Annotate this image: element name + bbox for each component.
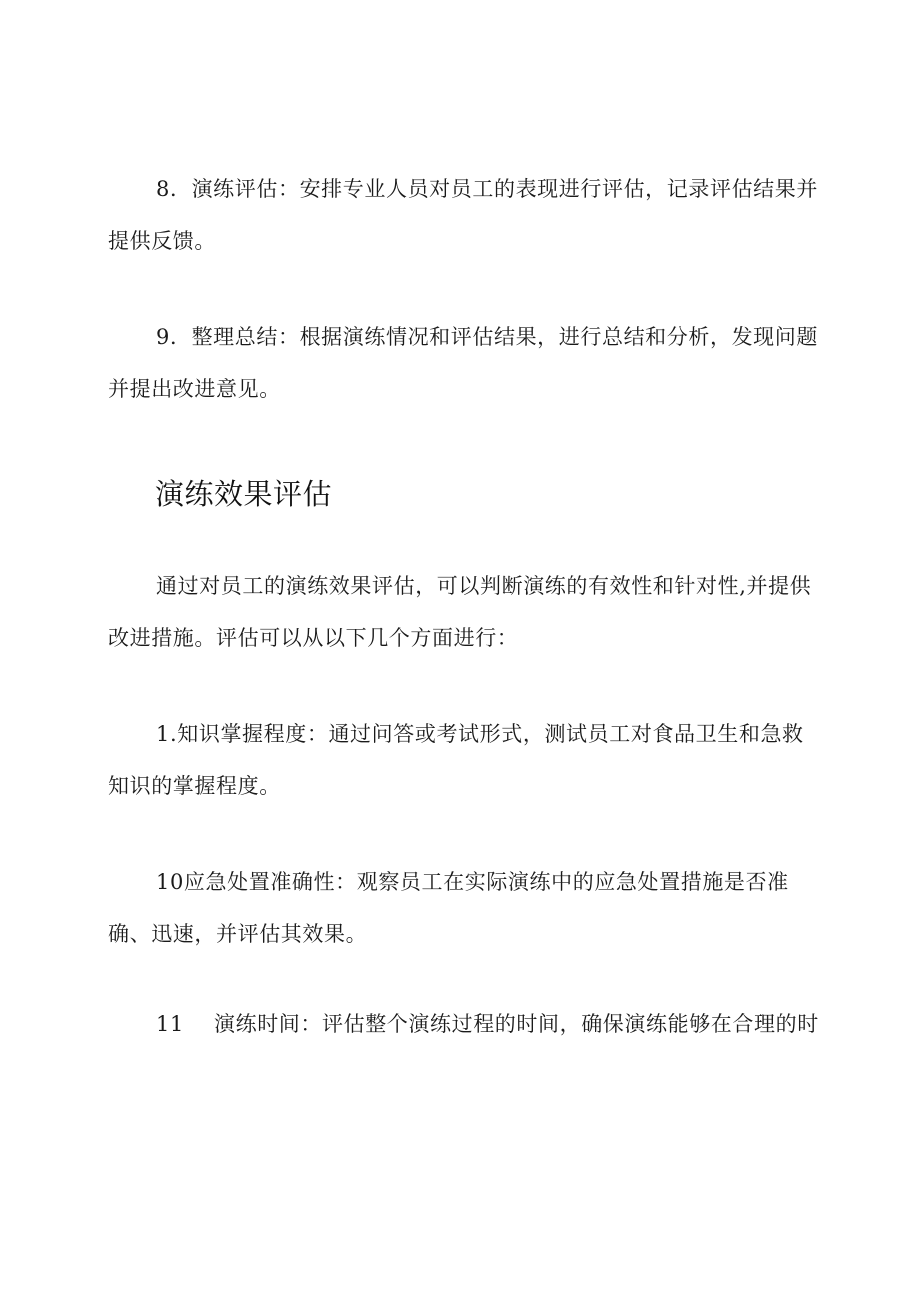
item-text: ．整理总结：根据演练情况和评估结果，进行总结和分析，发现问题并提出改进意见。: [108, 325, 818, 401]
item-text: 演练时间：评估整个演练过程的时间，确保演练能够在合理的时: [214, 1012, 819, 1036]
eval-item-11: [108, 998, 824, 1050]
item-number: 1.: [156, 722, 178, 746]
eval-item-1: [108, 708, 824, 812]
item-number: 11: [156, 1012, 184, 1036]
item-text: ．演练评估：安排专业人员对员工的表现进行评估，记录评估结果并提供反馈。: [108, 177, 818, 253]
item-number: 10: [156, 870, 184, 894]
intro-text: 通过对员工的演练效果评估，可以判断演练的有效性和针对性,并提供改进措施。评估可以从以下几个方面进行：: [108, 574, 812, 650]
eval-item-10: [108, 856, 824, 960]
item-text: 知识掌握程度：通过问答或考试形式，测试员工对食品卫生和急救知识的掌握程度。: [108, 722, 804, 798]
list-item-8: [108, 163, 824, 267]
item-text: 应急处置准确性：观察员工在实际演练中的应急处置措施是否准确、迅速，并评估其效果。: [108, 870, 789, 946]
list-item-9: [108, 311, 824, 415]
item-number: 9: [156, 325, 170, 349]
section-heading: 演练效果评估: [155, 477, 333, 511]
item-number: 8: [156, 177, 170, 201]
intro-paragraph: [108, 560, 824, 664]
